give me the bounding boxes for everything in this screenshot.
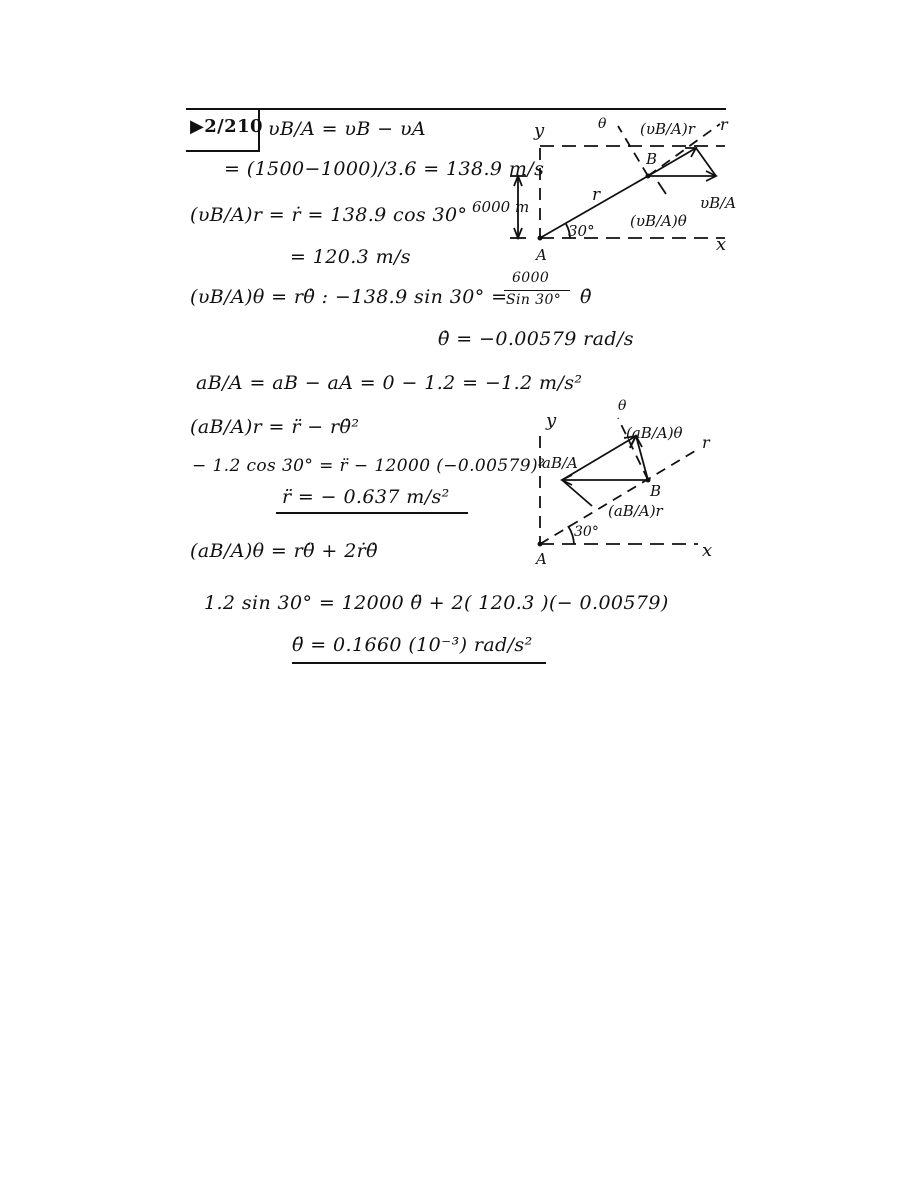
acceleration-relation: aB/A = aB − aA = 0 − 1.2 = −1.2 m/s² bbox=[196, 372, 583, 394]
velocity-relation: υB/A = υB − υA bbox=[268, 118, 427, 140]
radial-acceleration-eq: (aB/A)r = r̈ − rθ̇² bbox=[190, 416, 360, 438]
label-b: B bbox=[646, 150, 658, 168]
label-r-axis: r bbox=[702, 433, 710, 452]
label-b: B bbox=[650, 482, 662, 500]
label-a: A bbox=[536, 246, 547, 264]
label-angle: 30° bbox=[574, 524, 599, 540]
acceleration-diagram bbox=[470, 396, 730, 566]
label-angle: 30° bbox=[568, 222, 595, 240]
label-a: A bbox=[536, 550, 547, 566]
label-height: 6000 m bbox=[472, 198, 530, 216]
label-theta: θ bbox=[598, 116, 607, 132]
label-r-axis: r bbox=[720, 115, 728, 134]
label-y: y bbox=[546, 410, 557, 431]
label-v: υB/A bbox=[700, 194, 737, 212]
r-double-dot-result: r̈ = − 0.637 m/s² bbox=[282, 486, 450, 508]
label-r: r bbox=[592, 185, 601, 205]
theta-dot-symbol: θ̇ bbox=[580, 286, 592, 308]
point-a-dot bbox=[538, 236, 543, 241]
transverse-acceleration-numeric: 1.2 sin 30° = 12000 θ̈ + 2( 120.3 )(− 0.00579) bbox=[204, 592, 669, 614]
velocity-diagram bbox=[470, 108, 740, 268]
radial-component bbox=[562, 480, 592, 506]
problem-number: ▶2/210 bbox=[190, 116, 263, 137]
theta-leader bbox=[658, 182, 666, 194]
label-vr: (υB/A)r bbox=[640, 120, 695, 138]
theta-dot-result: θ̇ = −0.00579 rad/s bbox=[438, 328, 634, 350]
point-a-dot bbox=[538, 542, 543, 547]
label-x: x bbox=[716, 234, 727, 255]
theta-double-dot-underline bbox=[292, 662, 546, 664]
label-atheta: (aB/A)θ bbox=[626, 424, 683, 442]
r-double-dot-underline bbox=[276, 512, 468, 514]
theta-double-dot-result: θ̈ = 0.1660 (10⁻³) rad/s² bbox=[292, 634, 533, 656]
radial-velocity-eq: (υB/A)r = ṙ = 138.9 cos 30° bbox=[190, 204, 468, 226]
fraction-bar bbox=[504, 290, 570, 291]
radial-velocity-result: = 120.3 m/s bbox=[290, 246, 411, 268]
label-x: x bbox=[702, 540, 713, 561]
point-b-dot bbox=[646, 174, 651, 179]
transverse-velocity-eq: (υB/A)θ = rθ̇ : −138.9 sin 30° = bbox=[190, 286, 508, 308]
fraction-denominator: Sin 30° bbox=[506, 292, 562, 308]
transverse-acceleration-eq: (aB/A)θ = rθ̈ + 2ṙθ̇ bbox=[190, 540, 379, 562]
fraction-numerator: 6000 bbox=[512, 270, 550, 286]
label-y: y bbox=[534, 120, 545, 141]
label-vtheta: (υB/A)θ bbox=[630, 212, 687, 230]
label-theta: θ bbox=[618, 398, 627, 414]
label-a-vector: aB/A bbox=[542, 454, 578, 472]
radial-acceleration-numeric: − 1.2 cos 30° = r̈ − 12000 (−0.00579)² bbox=[192, 456, 546, 476]
velocity-numeric: = (1500−1000)/3.6 = 138.9 m/s bbox=[224, 158, 545, 180]
label-ar: (aB/A)r bbox=[608, 502, 663, 520]
